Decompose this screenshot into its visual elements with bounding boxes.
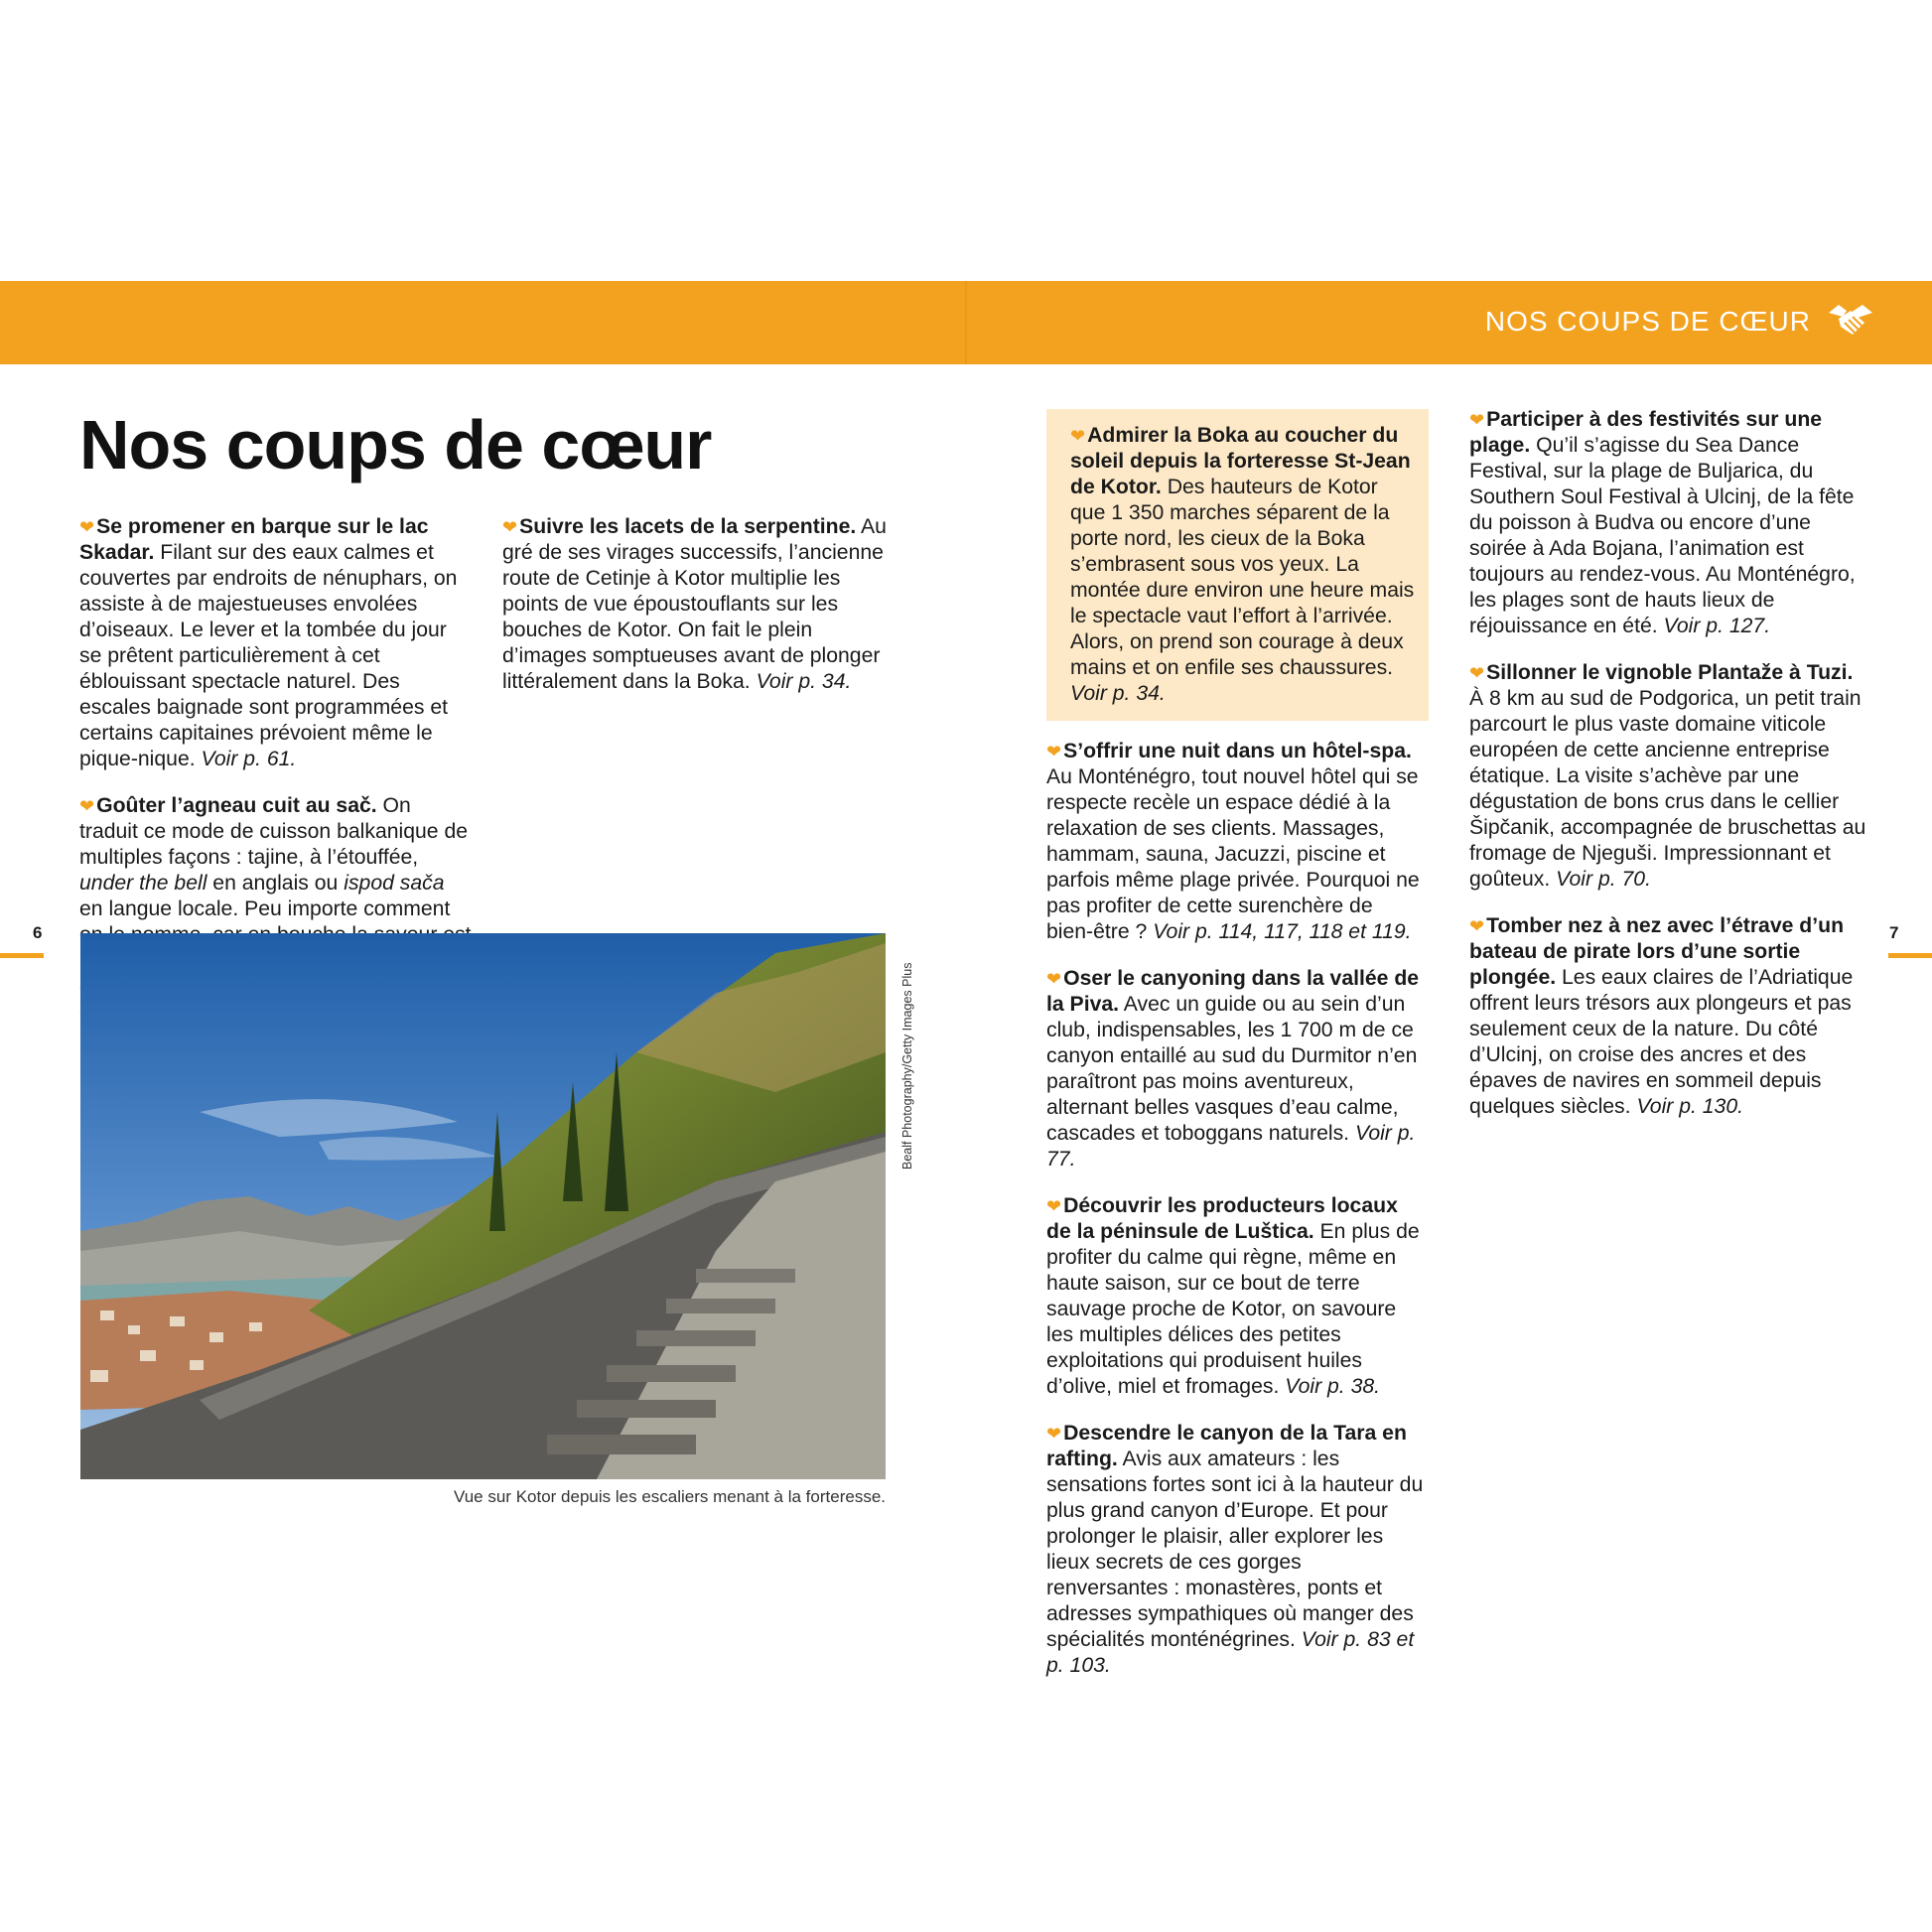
entry-lead: Découvrir les producteurs locaux de la péninsule de Luštica. <box>1046 1194 1398 1243</box>
entry-body: On traduit ce mode de cuisson balkanique de multiples façons : tajine, à l’étouffée, <box>79 794 469 869</box>
entry-spa <box>1046 739 1424 945</box>
page-reference: Voir p. 83 et p. 103. <box>1046 1628 1415 1677</box>
entry-emphasis: under the bell <box>79 872 207 895</box>
entry-lead: Participer à des festivités sur une plage. <box>1469 408 1823 457</box>
entry-body: Filant sur des eaux calmes et couvertes par endroits de nénuphars, on assiste à de majestueuses envolées d’oiseaux. Le lever et la tombée du jour se prêtent particulièrement à cet éblouissant spectacle naturel. Des escales baignade sont programmées et certains capitaines prévoient même le pique-nique. <box>79 541 458 770</box>
page-reference: Voir p. 77. <box>1046 1122 1416 1171</box>
heart-icon: ❤ <box>1070 426 1086 446</box>
heart-icon: ❤ <box>502 517 518 537</box>
entry-boka <box>1070 423 1418 707</box>
page-reference: Voir p. 70. <box>1556 868 1651 891</box>
kotor-photo <box>80 933 886 1479</box>
entry-body: en anglais ou <box>207 872 345 895</box>
entry-lead: Oser le canyoning dans la vallée de la Piva. <box>1046 967 1420 1016</box>
entry-tara <box>1046 1421 1424 1679</box>
heart-icon: ❤ <box>1046 1196 1062 1216</box>
page-reference: Voir p. 38. <box>1285 1375 1381 1398</box>
entry-lead: Sillonner le vignoble Plantaže à Tuzi. <box>1486 661 1854 684</box>
entry-body: en langue locale. Peu importe comment <box>79 897 451 920</box>
entry-skadar <box>79 514 472 772</box>
page-title: Nos coups de cœur <box>79 406 712 483</box>
page-reference: Voir p. 114, 117, 118 et 119. <box>1153 920 1412 943</box>
entry-serpentine <box>502 514 895 695</box>
text-column-3 <box>1046 739 1424 1700</box>
photo-caption: Vue sur Kotor depuis les escaliers menant à la forteresse. <box>454 1487 886 1506</box>
heart-icon: ❤ <box>1469 410 1485 430</box>
entry-body: En plus de profiter du calme qui règne, même en haute saison, sur ce bout de terre sauvage proche de Kotor, on savoure les multiples délices des petites exploitations qui produisent huiles d’olive, miel et fromages. <box>1046 1220 1420 1398</box>
entry-body: Avis aux amateurs : les sensations fortes sont ici à la hauteur du plus grand canyon d’Europe. Et pour prolonger le plaisir, aller explorer les lieux secrets de ces gorges renversantes : monastères, ponts et adresses sympathiques où manger des spécialités monténégrines. <box>1046 1448 1424 1651</box>
entry-lustica <box>1046 1193 1424 1400</box>
entry-lead: Tomber nez à nez avec l’étrave d’un bateau de pirate lors d’une sortie plongée. <box>1469 914 1845 989</box>
entry-lead: Se promener en barque sur le lac Skadar. <box>79 515 429 564</box>
text-column-4 <box>1469 407 1866 1141</box>
entry-lead: Goûter l’agneau cuit au sač. <box>96 794 377 817</box>
entry-body: Des hauteurs de Kotor que 1 350 marches séparent de la porte nord, les cieux de la Boka s’embrasent sous vos yeux. La montée dure environ une heure mais le spectacle vaut l’effort à l’arrivée. Alors, on prend son courage à deux mains et on enfile ses chaussures. <box>1070 476 1415 679</box>
gutter-divider <box>965 281 967 364</box>
section-banner <box>0 281 1932 364</box>
entry-pirate <box>1469 913 1866 1120</box>
page-marker-right <box>1888 953 1932 958</box>
heart-icon: ❤ <box>79 796 95 816</box>
photo-credit: Bealf Photography/Getty Images Plus <box>900 962 914 1170</box>
entry-body: Au gré de ses virages successifs, l’ancienne route de Cetinje à Kotor multiplie les points de vue époustouflants sur les bouches de Kotor. On fait le plein d’images somptueuses avant de plonger littéralement dans la Boka. <box>502 515 887 693</box>
entry-lead: Admirer la Boka au coucher du soleil depuis la forteresse St-Jean de Kotor. <box>1070 424 1411 498</box>
text-column-2 <box>502 514 895 716</box>
entry-lead: Suivre les lacets de la serpentine. <box>519 515 857 538</box>
heart-icon: ❤ <box>1046 969 1062 989</box>
entry-body: Au Monténégro, tout nouvel hôtel qui se respecte recèle un espace dédié à la relaxation de ses clients. Massages, hammam, sauna, Jacuzzi, piscine et parfois même plage privée. Pourquoi ne pas profiter de cette surenchère de bien-être ? <box>1046 765 1420 943</box>
entry-piva <box>1046 966 1424 1173</box>
page-reference: Voir p. 61. <box>201 748 297 770</box>
page-number-left: 6 <box>33 923 43 942</box>
page-reference: Voir p. 127. <box>1663 615 1771 637</box>
entry-lead: Descendre le canyon de la Tara en rafting. <box>1046 1422 1407 1470</box>
heart-icon: ❤ <box>79 517 95 537</box>
entry-body: Qu’il s’agisse du Sea Dance Festival, sur la plage de Buljarica, du Southern Soul Festival à Ulcinj, de la fête du poisson à Budva ou encore d’une soirée à Ada Bojana, l’animation est toujours au rendez-vous. Au Monténégro, les plages sont de hauts lieux de réjouissance en été. <box>1469 434 1856 637</box>
section-title: NOS COUPS DE CŒUR <box>1484 306 1811 337</box>
entry-plage <box>1469 407 1866 639</box>
heart-icon: ❤ <box>1469 916 1485 936</box>
highlight-box <box>1046 409 1429 721</box>
heart-icon: ❤ <box>1469 663 1485 683</box>
entry-body: Avec un guide ou au sein d’un club, indispensables, les 1 700 m de ce canyon entaillé au sud du Durmitor n’en paraîtront pas moins aventureux, alternant belles vasques d’eau calme, cascades et toboggans naturels. <box>1046 993 1418 1145</box>
page-marker-left <box>0 953 44 958</box>
page-number-right: 7 <box>1889 923 1899 942</box>
page-reference: Voir p. 34. <box>1070 682 1166 705</box>
page-reference: Voir p. 130. <box>1636 1095 1744 1118</box>
entry-body: À 8 km au sud de Podgorica, un petit train parcourt le plus vaste domaine viticole européen de cette ancienne entreprise étatique. La visite s’achève par une dégustation de bons crus dans le cellier Šipčanik, accompagnée de bruschettas au fromage de Njeguši. Impressionnant et goûteux. <box>1469 687 1866 891</box>
entry-plantaze <box>1469 660 1866 893</box>
entry-emphasis: ispod sača <box>344 872 445 895</box>
heart-icon: ❤ <box>1046 1424 1062 1444</box>
entry-body: Les eaux claires de l’Adriatique offrent leurs trésors aux plongeurs et pas seulement ceux de la nature. Du côté d’Ulcinj, on croise des ancres et des épaves de navires en sommeil depuis quelques siècles. <box>1469 966 1854 1118</box>
entry-lead: S’offrir une nuit dans un hôtel-spa. <box>1063 740 1412 762</box>
page-reference: Voir p. 34. <box>756 670 852 693</box>
heart-icon: ❤ <box>1046 742 1062 761</box>
handshake-icon <box>1825 299 1876 343</box>
